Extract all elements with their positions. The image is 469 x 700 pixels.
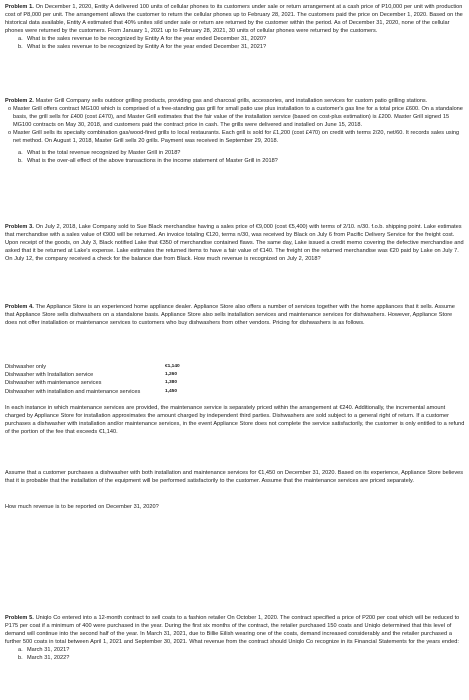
problem-4 [5, 303, 465, 327]
problem-3-heading: Problem 3. [5, 224, 34, 230]
problem-2 [5, 97, 465, 165]
problem-1-questions [5, 35, 465, 51]
problem-1-heading: Problem 1. [5, 4, 34, 10]
problem-2-bullet-mg100: o Master Grill offers contract MG100 which is comprised of a free-standing gas grill for small patio use plus installation to a customer's gas line for a total price £600. On a standalone basis, the grill sells for £400 (cost £470), and Master Grill estimates that the fair value of the installation service (based on cost-plus estimation) is £200. Master Grill signed 15 MG100 contracts on May 30, 2018, and customers paid the contract price in cash. The grills were delivered and installed on June 15, 2018. [8, 106, 463, 129]
problem-2-questions [5, 149, 465, 165]
problem-4-body-2: In each instance in which maintenance services are provided, the maintenance service is separately priced within the arrangement at €240. Additionally, the incremental amount charged by Appliance Store for installation approximates the amount charged by independent third parties. Dishwashers are sold subject to a general right of return. If a customer purchases a dishwasher with installation and/or maintenance services, in the event Appliance Store does not complete the service satisfactorily, the customer is only entitled to a refund of the portion of the fee that exceeds €1,140. [5, 405, 465, 436]
problem-3 [5, 223, 465, 263]
problem-4-question: How much revenue is to be reported on December 31, 2020? [5, 504, 159, 510]
pricing-row: Dishwasher with Installation service 1,260 [5, 372, 178, 379]
problem-3-body: On July 2, 2018, Lake Company sold to Sue Black merchandise having a sales price of €9,000 (cost €5,400) with terms of 2/10. n/30. f.o.b. shipping point. Lake estimates that merchandise with a sales value of €900 will be returned. An invoice totaling €120, terms n/30, was received by Black on July 6 from Pacific Delivery Service for the freight cost. Upon receipt of the goods, on July 3, Black notified Lake that €350 of merchandise contained flaws. The same day, Lake issued a credit memo covering the defective merchandise and asked that it be returned at Lake's expense. Lake estimates the returned items to have a fair value of €140. The freight on the returned merchandise was €20 paid by Lake on July 7. On July 12, the company received a check for the balance due from Black. How much revenue is recognized on July 2, 2018? [5, 224, 464, 263]
problem-4-body-3: Assume that a customer purchases a dishwasher with both installation and maintenance services for €1,450 on December 31, 2020. Based on its experience, Appliance Store believes that it is probable that the installation of the equipment will be performed satisfactorily to the customer. Assume that the maintenance services are priced separately. [5, 470, 464, 485]
problem-4-body: The Appliance Store is an experienced home appliance dealer. Appliance Store also offers a number of services together with the home appliances that it sells. Assume that Appliance Store sells dishwashers on a standalone basis. Appliance Store also sells installation services and maintenance services for dishwashers. However, Appliance Store does not offer installation or maintenance services to customers who buy dishwashers from other vendors. Pricing for dishwashers is as follows. [5, 304, 455, 327]
problem-2-bullet-combination-grill: o Master Grill sells its specialty combination gas/wood-fired grills to local restaurants. Each grill is sold for £1,200 (cost £470) on credit with terms 2/20, net/60. It records sales using net method. On August 1, 2018, Master Grill sells 20 grills. Payment was received in September 29, 2018. [8, 130, 460, 145]
problem-4-heading: Problem 4. [5, 304, 34, 310]
problem-5-question-b: b. March 31, 2022? [18, 655, 70, 662]
problem-2-question-a: a. What is the total revenue recognized by Master Grill in 2018? [18, 149, 181, 156]
problem-5 [5, 614, 465, 663]
problem-1-question-a: a. What is the sales revenue to be recognized by Entity A for the year ended December 31, 2020? [18, 36, 267, 43]
problem-2-body: Master Grill Company sells outdoor grilling products, providing gas and charcoal grills, accessories, and installation services for custom patio grilling stations. [35, 98, 428, 104]
problem-1 [5, 3, 465, 52]
problem-5-questions [5, 646, 465, 662]
problem-2-bullets [5, 105, 465, 145]
pricing-row: Dishwasher with installation and maintenance services 1,450 [5, 388, 178, 395]
problem-2-question-b: b. What is the over-all effect of the above transactions in the income statement of Master Grill in 2018? [18, 157, 278, 164]
problem-1-question-b: b. What is the sales revenue to be recognized by Entity A for the year ended December 31, 2021? [18, 44, 267, 51]
problem-2-heading: Problem 2. [5, 98, 34, 104]
problem-1-body: On December 1, 2020, Entity A delivered 100 units of cellular phones to its customers under sale or return arrangement at a cash price of P10,000 per unit with production cost of P8,000 per unit. The arrangement allows the customer to return the cellular phones up to February 28, 2021. The customers paid the price on December 1, 2020. Based on the historical data available, Entity A estimated that 40% unites sild under sale or return are returned by the customer within the period. As of December 31, 2020, none of the cellular phones were returned by the customers. From January 1, 2021 up to February 28, 2021, 30 units of cellular phones were returned by the customers. [5, 4, 463, 35]
pricing-row: Dishwasher only €1,140 [5, 364, 180, 370]
problem-5-body: Uniqlo Co entered into a 12-month contract to sell coats to a fashion retailer On October 1, 2020. The contract specified a price of P200 per coat which will be reduced to P175 per coat if a minimum of 400 were purchased in the year. During the first six months of the contract, the retailer purchased 150 coats and Uniqlo determined that this level of demand will continue into the second half of the year. In March 31, 2021, due to Billie Eilish wearing one of the coats, demand increased considerably and the retailer purchased a further 500 coats in total between April 1, 2021 and September 30, 2021. What revenue from the contract should Uniqlo Co recognize in its Financial Statements for the years ended: [5, 615, 460, 646]
pricing-row: Dishwasher with maintenance services 1,380 [5, 380, 178, 387]
problem-5-heading: Problem 5. [5, 615, 34, 621]
problem-5-question-a: a. March 31, 2021? [18, 647, 70, 654]
pricing-table [5, 363, 205, 396]
